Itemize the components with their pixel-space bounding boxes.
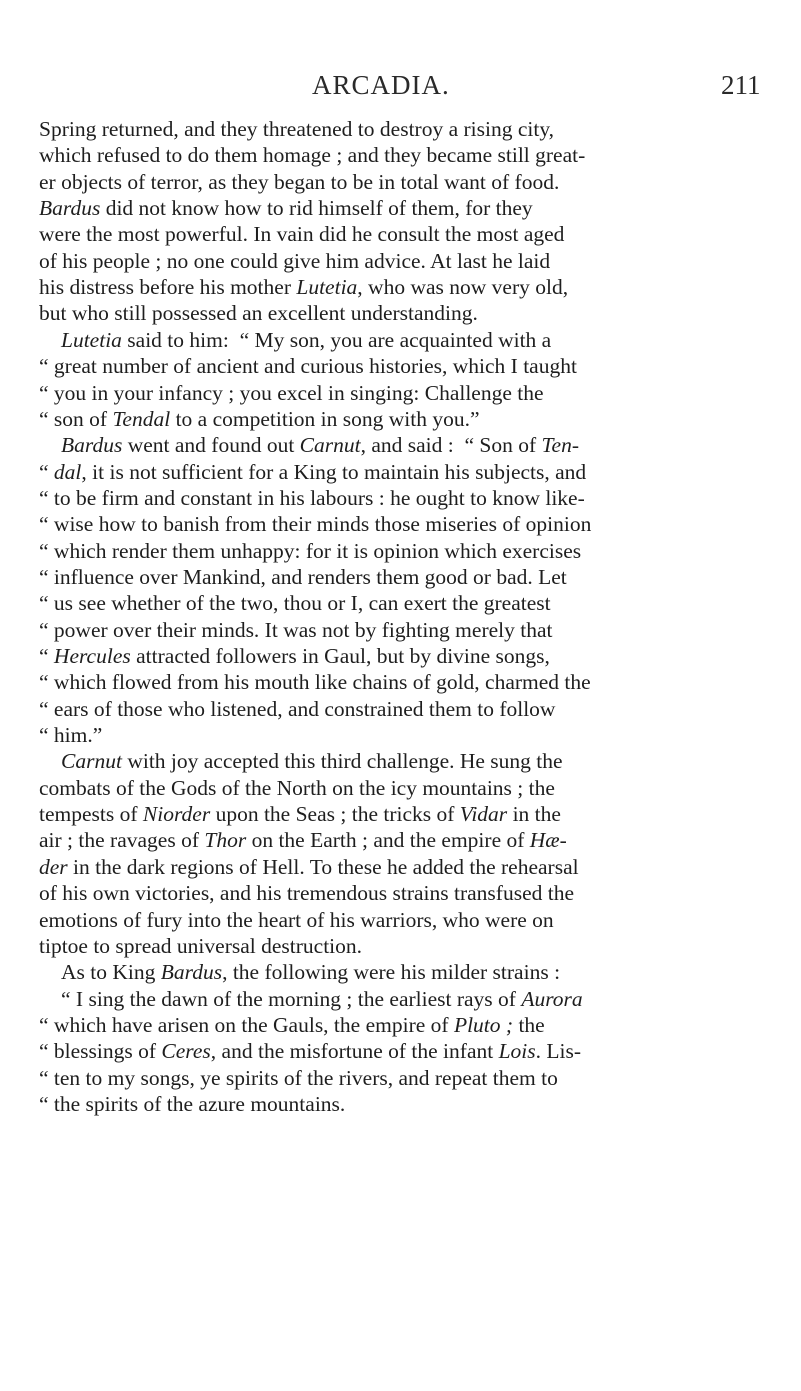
text-line: [39, 590, 762, 616]
text-segment: “ which render them unhappy: for it is opinion which exercises: [39, 538, 582, 563]
text-line: [39, 459, 762, 485]
text-line: [39, 406, 762, 432]
text-segment: , the following were his milder strains :: [222, 960, 561, 985]
text-line: [39, 116, 762, 142]
text-segment: , and said : “ Son of: [360, 433, 542, 458]
italic-text: Ten-: [541, 433, 579, 458]
text-segment: of his own victories, and his tremendous strains transfused the: [39, 881, 575, 906]
text-segment: “ blessings of: [39, 1039, 162, 1064]
text-segment: As to King: [61, 960, 161, 985]
text-line: [39, 696, 762, 722]
italic-text: Bardus: [39, 196, 101, 221]
text-segment: but who still possessed an excellent understanding.: [39, 301, 478, 326]
text-segment: said to him: “ My son, you are acquainted with a: [121, 327, 552, 352]
text-segment: to a competition in song with you.”: [170, 406, 480, 431]
text-line: [39, 1038, 762, 1064]
text-line: [39, 511, 762, 537]
text-line: [61, 327, 762, 353]
text-segment: , and the misfortune of the infant: [210, 1039, 499, 1064]
text-line: [39, 669, 762, 695]
text-segment: with joy accepted this third challenge. He sung the: [121, 749, 563, 774]
text-line: [39, 169, 762, 195]
text-segment: “ him.”: [39, 723, 103, 748]
text-segment: “ power over their minds. It was not by fighting merely that: [39, 617, 553, 642]
italic-text: Carnut: [299, 433, 361, 458]
text-line: [39, 617, 762, 643]
text-segment: in the: [507, 802, 561, 827]
text-segment: did not know how to rid himself of them, for they: [100, 196, 533, 221]
text-line: [39, 142, 762, 168]
text-line: [39, 300, 762, 326]
text-line: [39, 1065, 762, 1091]
text-line: [61, 748, 762, 774]
text-segment: Spring returned, and they threatened to destroy a rising city,: [39, 117, 555, 141]
text-segment: which refused to do them homage ; and they became still great-: [39, 143, 586, 168]
text-segment: “ the spirits of the azure mountains.: [39, 1091, 346, 1116]
text-segment: emotions of fury into the heart of his warriors, who were on: [39, 907, 554, 932]
text-segment: “ you in your infancy ; you excel in singing: Challenge the: [39, 380, 544, 405]
text-segment: . Lis-: [535, 1039, 582, 1064]
text-segment: “ ten to my songs, ye spirits of the rivers, and repeat them to: [39, 1065, 558, 1090]
text-line: [39, 195, 762, 221]
text-segment: “ I sing the dawn of the morning ; the earliest rays of: [61, 986, 522, 1011]
text-line: [39, 221, 762, 247]
text-line: [39, 907, 762, 933]
text-segment: were the most powerful. In vain did he consult the most aged: [39, 222, 565, 247]
running-head: ARCADIA.: [312, 70, 450, 100]
text-segment: , who was now very old,: [357, 275, 569, 300]
text-line: [39, 564, 762, 590]
text-segment: “ which flowed from his mouth like chains of gold, charmed the: [39, 670, 591, 695]
page-number: 211: [721, 70, 761, 100]
text-line: [39, 933, 762, 959]
text-line: [39, 1091, 762, 1117]
text-segment: air ; the ravages of: [39, 828, 205, 853]
text-segment: “ to be firm and constant in his labours : he ought to know like-: [39, 485, 585, 510]
text-segment: his distress before his mother: [39, 275, 297, 300]
text-line: [61, 959, 762, 985]
text-line: [39, 854, 762, 880]
text-segment: “ which have arisen on the Gauls, the empire of: [39, 1012, 454, 1037]
text-segment: “ ears of those who listened, and constrained them to follow: [39, 696, 556, 721]
italic-text: Lois: [498, 1039, 536, 1064]
text-line: [39, 353, 762, 379]
italic-text: Bardus: [160, 960, 223, 985]
text-segment: in the dark regions of Hell. To these he added the rehearsal: [67, 854, 579, 879]
text-line: [39, 722, 762, 748]
text-line: [39, 643, 762, 669]
italic-text: Lutetia: [296, 275, 358, 300]
text-segment: tempests of: [39, 802, 143, 827]
italic-text: Carnut: [61, 749, 122, 774]
italic-text: Lutetia: [61, 327, 122, 352]
italic-text: Bardus: [61, 433, 123, 458]
text-segment: on the Earth ; and the empire of: [246, 828, 530, 853]
text-segment: combats of the Gods of the North on the icy mountains ; the: [39, 775, 555, 800]
text-segment: “: [39, 459, 54, 484]
text-segment: tiptoe to spread universal destruction.: [39, 933, 363, 958]
text-segment: “ great number of ancient and curious histories, which I taught: [39, 354, 577, 379]
text-line: [39, 880, 762, 906]
text-line: [39, 274, 762, 300]
italic-text: Pluto ;: [453, 1012, 514, 1037]
italic-text: Niorder: [142, 802, 211, 827]
italic-text: Tendal: [112, 406, 171, 431]
text-segment: , it is not sufficient for a King to maintain his subjects, and: [81, 459, 587, 484]
text-line: [61, 986, 762, 1012]
text-segment: “: [39, 644, 54, 668]
page-header: [0, 70, 801, 110]
text-line: [39, 538, 762, 564]
text-line: [39, 380, 762, 406]
italic-text: der: [39, 854, 68, 879]
text-segment: “ wise how to banish from their minds those miseries of opinion: [39, 512, 592, 537]
text-line: [61, 432, 762, 458]
text-segment: of his people ; no one could give him advice. At last he laid: [39, 248, 551, 273]
text-segment: upon the Seas ; the tricks of: [210, 802, 460, 827]
italic-text: Aurora: [521, 986, 583, 1011]
text-line: [39, 801, 762, 827]
text-segment: “ us see whether of the two, thou or I, can exert the greatest: [39, 591, 551, 616]
text-line: [39, 775, 762, 801]
italic-text: Hæ-: [529, 828, 567, 853]
text-segment: the: [513, 1012, 545, 1037]
italic-text: Vidar: [459, 802, 508, 827]
text-line: [39, 827, 762, 853]
text-segment: “ influence over Mankind, and renders them good or bad. Let: [39, 564, 567, 589]
text-segment: went and found out: [122, 433, 300, 458]
text-segment: “ son of: [39, 406, 113, 431]
italic-text: Thor: [204, 828, 247, 853]
italic-text: Hercules: [53, 644, 131, 668]
text-segment: er objects of terror, as they began to be in total want of food.: [39, 169, 560, 194]
text-line: [39, 485, 762, 511]
italic-text: dal: [53, 459, 82, 484]
text-line: [39, 1012, 762, 1038]
text-line: [39, 248, 762, 274]
text-segment: attracted followers in Gaul, but by divine songs,: [130, 644, 550, 668]
italic-text: Ceres: [161, 1039, 211, 1064]
